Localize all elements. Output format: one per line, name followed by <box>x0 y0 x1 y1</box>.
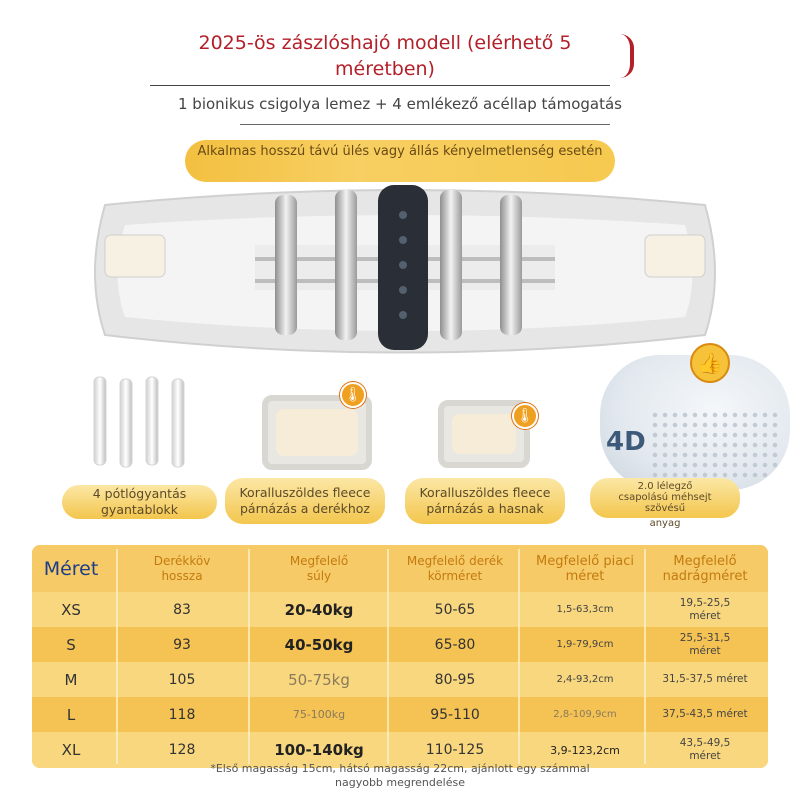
title-divider <box>150 85 610 86</box>
table-row <box>32 627 768 662</box>
usage-banner-text: Alkalmas hosszú távú ülés vagy állás kényelmetlenség esetén <box>197 144 603 159</box>
cell-length: 128 <box>168 742 196 758</box>
cell-size: M <box>64 670 78 689</box>
cell-weight: 20-40kg <box>284 600 354 619</box>
cell-size: L <box>66 705 76 724</box>
subtitle-divider <box>240 124 610 125</box>
cell-weight: 75-100kg <box>292 708 346 721</box>
cell-waist: 110-125 <box>425 742 485 758</box>
thermometer-icon: 🌡 <box>340 382 366 408</box>
cell-waist: 50-65 <box>434 601 476 618</box>
cell-weight: 50-75kg <box>288 670 350 689</box>
cell-waist: 65-80 <box>434 636 476 653</box>
feature-label-belly-pad: Koralluszöldes fleece párnázás a hasnak <box>405 478 565 524</box>
header-market-size: Megfelelő piaci méret <box>536 553 634 584</box>
page-title: 2025-ös zászlóshajó modell (elérhető 5 méretben) <box>198 32 572 80</box>
cell-pants: 43,5-49,5 méret <box>679 737 731 762</box>
cell-length: 105 <box>168 671 196 688</box>
cell-weight: 100-140kg <box>274 741 364 759</box>
table-header-row <box>32 545 768 592</box>
feature-label-waist-pad: Koralluszöldes fleece párnázás a derékhoz <box>225 478 385 524</box>
belt-image <box>85 185 725 360</box>
title-decoration <box>620 34 634 78</box>
cell-pants: 37,5-43,5 méret <box>662 708 748 720</box>
4d-badge: 4D <box>606 427 646 457</box>
cell-market: 1,9-79,9cm <box>556 639 614 650</box>
cell-waist: 95-110 <box>430 706 480 723</box>
cell-pants: 19,5-25,5 méret <box>679 596 731 622</box>
cell-pants: 25,5-31,5 méret <box>679 631 731 657</box>
cell-size: XS <box>61 600 81 619</box>
header-waist: Megfelelő derék körméret <box>406 553 504 583</box>
feature-label-resin: 4 pótlógyantás gyantablokk <box>62 485 217 519</box>
feature-label-mesh: 2.0 lélegző csapolású méhsejt szövésű <box>590 478 740 518</box>
cell-market: 1,5-63,3cm <box>556 604 614 615</box>
usage-banner <box>185 140 615 182</box>
page-subtitle: 1 bionikus csigolya lemez + 4 emlékező acéllap támogatás <box>177 95 622 113</box>
thermometer-icon: 🌡 <box>512 403 538 429</box>
header-weight: Megfelelő súly <box>289 553 349 583</box>
table-row <box>32 662 768 697</box>
cell-market: 2,8-109,9cm <box>553 709 617 720</box>
size-table <box>32 545 768 768</box>
feature-label-mesh-tail: anyag <box>649 518 681 529</box>
table-row <box>32 592 768 627</box>
cell-size: S <box>66 635 76 654</box>
resin-rods-image <box>88 375 198 470</box>
cell-length: 93 <box>173 636 191 653</box>
table-row <box>32 697 768 732</box>
cell-market: 2,4-93,2cm <box>556 674 614 685</box>
cell-length: 83 <box>173 601 191 618</box>
footnote: *Első magasság 15cm, hátsó magasság 22cm, ajánlott egy számmal nagyobb megrendelése <box>210 762 590 789</box>
cell-length: 118 <box>168 706 196 723</box>
cell-pants: 31,5-37,5 méret <box>662 673 748 685</box>
cell-market: 3,9-123,2cm <box>550 743 620 757</box>
header-pants-size: Megfelelő nadrágméret <box>662 553 748 584</box>
thumbs-up-icon: 👍 <box>690 343 730 383</box>
cell-waist: 80-95 <box>434 671 476 688</box>
cell-weight: 40-50kg <box>284 635 354 654</box>
header-size: Méret <box>43 557 99 580</box>
cell-size: XL <box>61 741 81 759</box>
header-belt-length: Derékköv hossza <box>153 553 211 583</box>
